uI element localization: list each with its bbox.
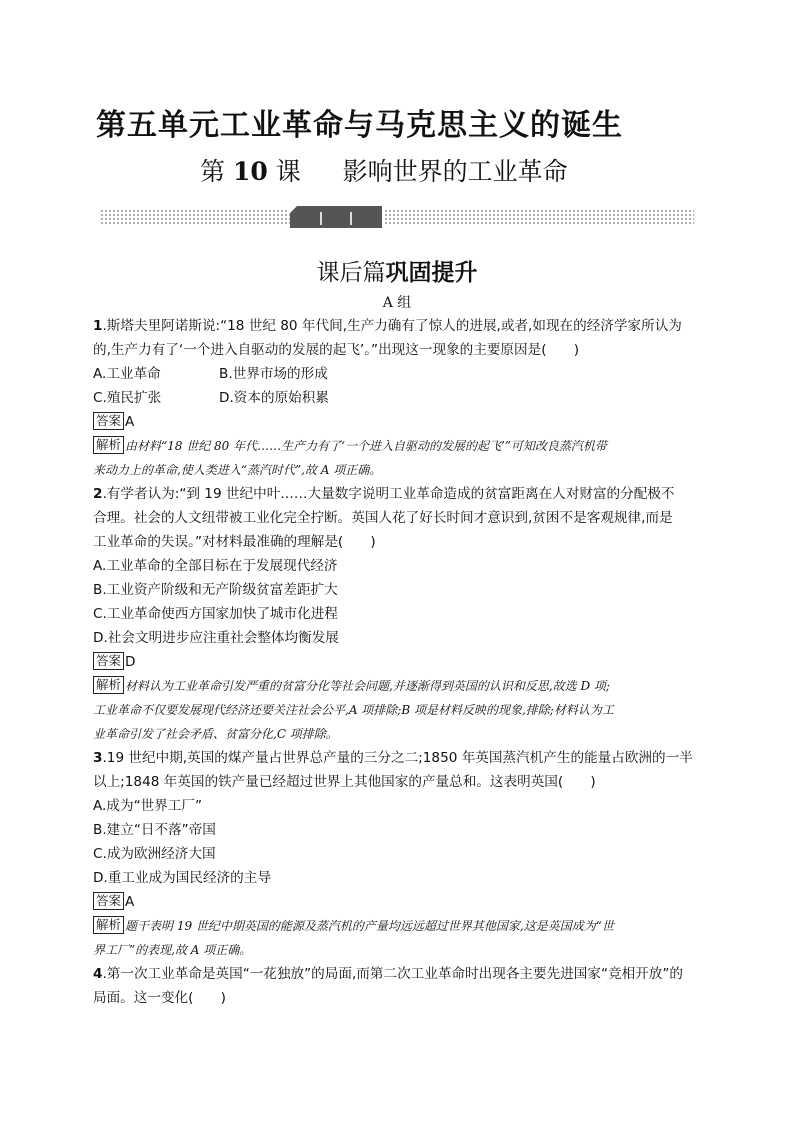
- lesson-suffix: 课: [275, 157, 301, 186]
- unit-title: 第五单元工业革命与马克思主义的诞生: [96, 108, 623, 143]
- answer-line: [93, 890, 703, 914]
- question-1: [93, 314, 703, 482]
- option-b: B.工业资产阶级和无产阶级贫富差距扩大: [93, 582, 338, 598]
- question-number: 4: [93, 966, 103, 982]
- lesson-name: 影响世界的工业革命: [342, 157, 568, 186]
- question-stem-line: 4.第一次工业革命是英国“一花独放”的局面,而第二次工业革命时出现各主要先进国家“竞相开放”的: [93, 966, 684, 982]
- option-b: B.建立“日不落”帝国: [93, 822, 216, 838]
- explanation-line: 来动力上的革命,使人类进入“蒸汽时代”,故 A 项正确。: [93, 463, 382, 477]
- option-row: [93, 386, 703, 410]
- explanation-line: 工业革命不仅要发展现代经济还要关注社会公平,A 项排除;B 项是材料反映的现象,排除;材料认为工: [93, 703, 614, 717]
- option-a: A.成为“世界工厂”: [93, 798, 203, 814]
- lesson-title: [200, 152, 660, 188]
- question-stem-line: 工业革命的失误。”对材料最准确的理解是( ): [93, 534, 376, 550]
- question-stem-line: 合理。社会的人文纽带被工业化完全拧断。英国人花了好长时间才意识到,贫困不是客观规律,而是: [93, 510, 673, 526]
- question-number: 1: [93, 318, 103, 334]
- option-a: A.工业革命: [93, 366, 161, 382]
- explain-tag: 解析: [93, 916, 124, 934]
- question-list: [93, 314, 703, 1010]
- explanation-line: 界工厂”的表现,故 A 项正确。: [93, 943, 252, 957]
- option-d: D.社会文明进步应注重社会整体均衡发展: [93, 630, 339, 646]
- explanation-line: 解析 题干表明 19 世纪中期英国的能源及蒸汽机的产量均远远超过世界其他国家,这是英国成为“世: [93, 914, 703, 938]
- option-c: C.成为欧洲经济大国: [93, 846, 216, 862]
- lesson-prefix: 第: [200, 157, 226, 186]
- option-a: A.工业革命的全部目标在于发展现代经济: [93, 558, 338, 574]
- question-stem-line: 2.有学者认为:“到 19 世纪中叶……大量数字说明工业革命造成的贫富距离在人对财富的分配极不: [93, 486, 675, 502]
- answer-tag: 答案: [93, 412, 124, 430]
- question-stem-line: 3.19 世纪中期,英国的煤产量占世界总产量的三分之二;1850 年英国蒸汽机产生的能量占欧洲的一半: [93, 750, 693, 766]
- question-stem-line: 的,生产力有了‘一个进入自驱动的发展的起飞’。”出现这一现象的主要原因是( ): [93, 342, 579, 358]
- option-b: B.世界市场的形成: [219, 366, 328, 382]
- question-3: [93, 746, 703, 962]
- question-4: [93, 962, 703, 1010]
- explain-tag: 解析: [93, 436, 124, 454]
- group-label: A 组: [382, 295, 412, 311]
- dot-pattern-right: [384, 209, 694, 225]
- question-stem-line: 以上;1848 年英国的铁产量已经超过世界上其他国家的产量总和。这表明英国( ): [93, 774, 596, 790]
- section-title-light: 课后篇: [316, 260, 386, 286]
- section-title: [0, 254, 794, 287]
- option-d: D.重工业成为国民经济的主导: [93, 870, 271, 886]
- section-title-bold: 巩固提升: [385, 260, 478, 286]
- answer-tag: 答案: [93, 652, 124, 670]
- option-d: D.资本的原始积累: [219, 390, 329, 406]
- answer-value: D: [125, 654, 136, 670]
- lesson-number: 10: [232, 157, 268, 186]
- question-stem-line: 1.斯塔夫里阿诺斯说:“18 世纪 80 年代间,生产力确有了惊人的进展,或者,如现在的经济学家所认为: [93, 318, 682, 334]
- question-number: 3: [93, 750, 103, 766]
- question-number: 2: [93, 486, 103, 502]
- explain-tag: 解析: [93, 676, 124, 694]
- decorative-divider: [100, 206, 694, 228]
- answer-line: [93, 410, 703, 434]
- dot-pattern-left: [100, 209, 290, 225]
- explanation-line: 解析 由材料“18 世纪 80 年代……生产力有了‘一个进入自驱动的发展的起飞’”可知改良蒸汽机带: [93, 434, 703, 458]
- answer-tag: 答案: [93, 892, 124, 910]
- answer-value: A: [125, 414, 135, 430]
- question-2: [93, 482, 703, 746]
- question-stem-line: 局面。这一变化( ): [93, 990, 226, 1006]
- option-c: C.工业革命使西方国家加快了城市化进程: [93, 606, 338, 622]
- explanation-line: 业革命引发了社会矛盾、贫富分化,C 项排除。: [93, 727, 338, 741]
- divider-tab: [290, 206, 382, 228]
- answer-line: [93, 650, 703, 674]
- answer-value: A: [125, 894, 135, 910]
- option-row: [93, 362, 703, 386]
- option-c: C.殖民扩张: [93, 390, 162, 406]
- explanation-line: 解析 材料认为工业革命引发严重的贫富分化等社会问题,并逐渐得到英国的认识和反思,故选 D 项;: [93, 674, 703, 698]
